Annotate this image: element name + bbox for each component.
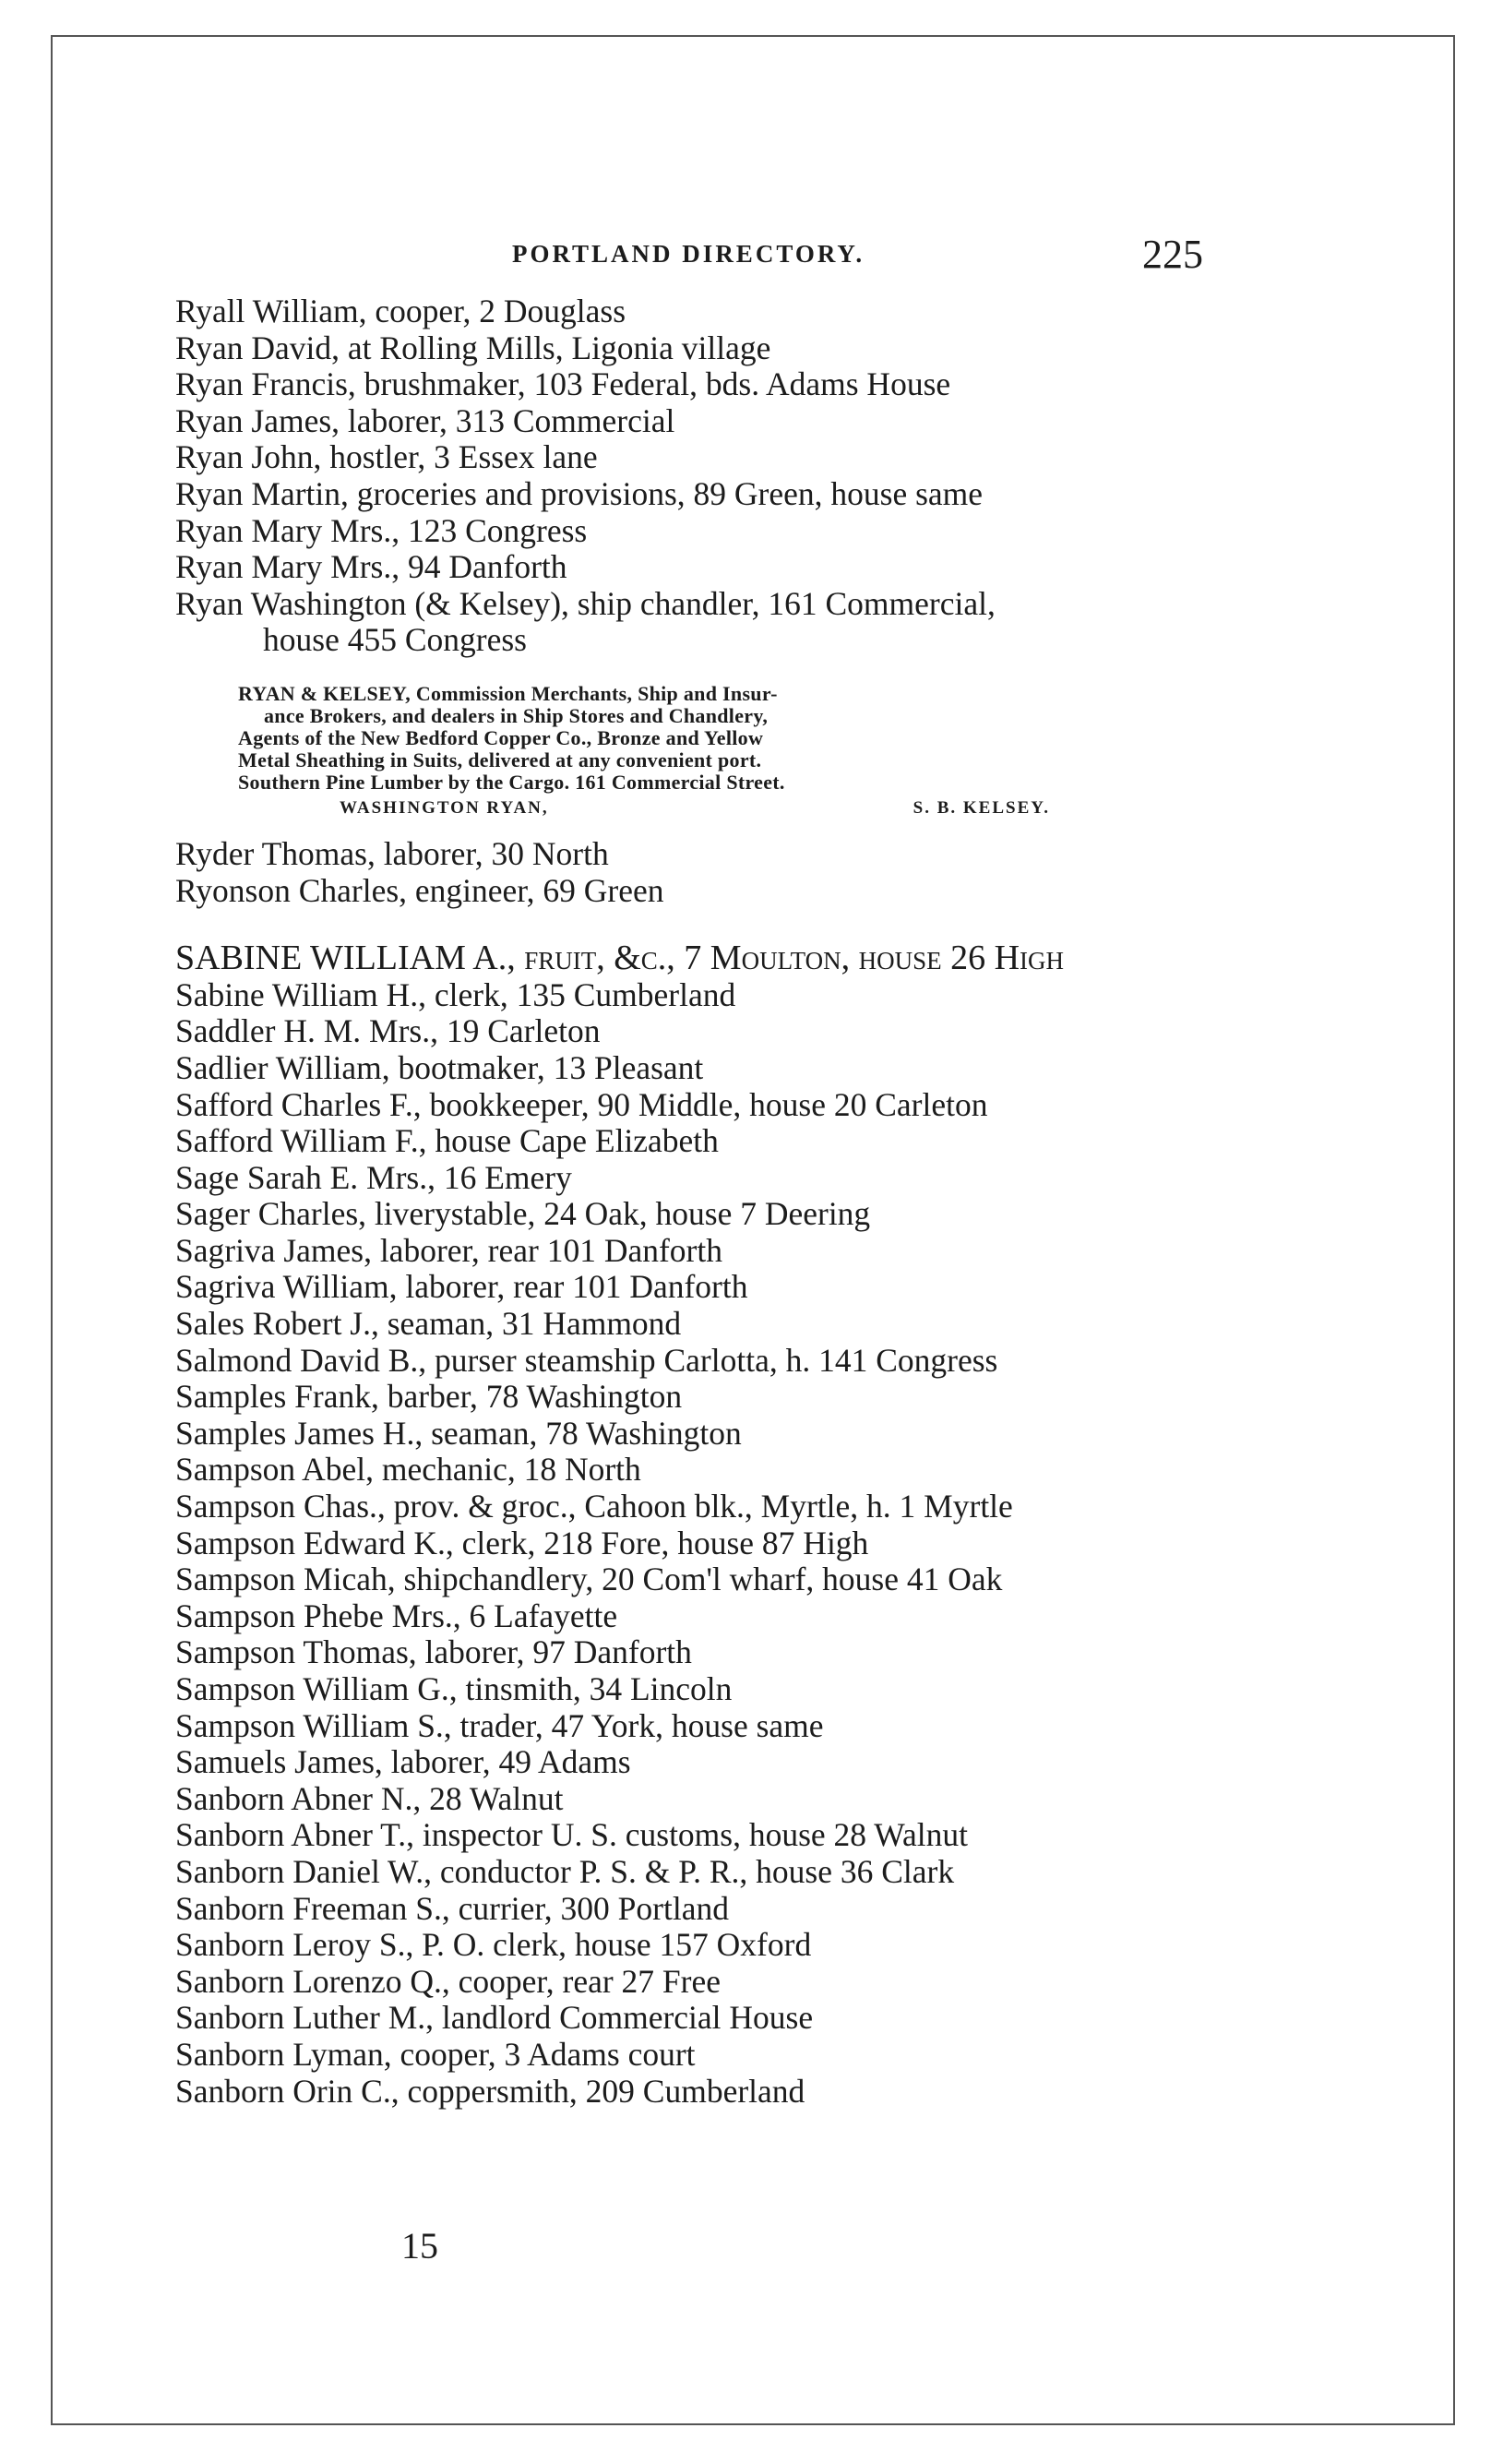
directory-entry: Sampson Chas., prov. & groc., Cahoon blk., Myrtle, h. 1 Myrtle (175, 1488, 1013, 1525)
running-head: PORTLAND DIRECTORY. (512, 240, 865, 268)
directory-entry: Sabine William H., clerk, 135 Cumberland (175, 975, 736, 1013)
directory-entry: Sanborn Orin C., coppersmith, 209 Cumberland (175, 2072, 805, 2110)
directory-entry: Sampson Phebe Mrs., 6 Lafayette (175, 1597, 618, 1634)
directory-entry: Sagriva William, laborer, rear 101 Danforth (175, 1268, 748, 1306)
directory-entry: Samuels James, laborer, 49 Adams (175, 1743, 631, 1781)
ad-line: Southern Pine Lumber by the Cargo. 161 Commercial Street. (238, 770, 785, 794)
page-number: 225 (1142, 232, 1203, 277)
ad-line: ance Brokers, and dealers in Ship Stores and Chandlery, (264, 703, 769, 727)
directory-entry: Sanborn Lorenzo Q., cooper, rear 27 Free (175, 1962, 722, 2000)
ad-partner-2: S. B. KELSEY. (913, 797, 1050, 818)
directory-entry: Sampson Abel, mechanic, 18 North (175, 1451, 641, 1489)
directory-entry: Sanborn Lyman, cooper, 3 Adams court (175, 2035, 696, 2073)
directory-entry: Samples Frank, barber, 78 Washington (175, 1378, 683, 1416)
directory-entry: Sanborn Leroy S., P. O. clerk, house 157 Oxford (175, 1926, 812, 1964)
directory-entry: Sanborn Freeman S., currier, 300 Portland (175, 1889, 729, 1927)
directory-entry: Sadlier William, bootmaker, 13 Pleasant (175, 1048, 704, 1086)
advertisement-block (238, 683, 1161, 819)
directory-entry: Sampson William G., tinsmith, 34 Lincoln (175, 1670, 733, 1707)
directory-entry: Safford Charles F., bookkeeper, 90 Middle, house 20 Carleton (175, 1085, 988, 1123)
ad-signatures (238, 794, 1161, 819)
directory-entry: Ryan Mary Mrs., 123 Congress (175, 511, 588, 549)
directory-entry: Sampson Edward K., clerk, 218 Fore, house 87 High (175, 1524, 869, 1561)
directory-entry: Ryan James, laborer, 313 Commercial (175, 401, 675, 439)
directory-entry: Ryan Francis, brushmaker, 103 Federal, bds. Adams House (175, 365, 951, 403)
ad-line: Metal Sheathing in Suits, delivered at any convenient port. (238, 748, 762, 771)
directory-entries (175, 293, 1227, 2110)
ad-partner-1: WASHINGTON RYAN, (340, 797, 549, 818)
directory-entry: Sage Sarah E. Mrs., 16 Emery (175, 1158, 572, 1196)
directory-entry: Ryder Thomas, laborer, 30 North (175, 834, 609, 872)
section-gap (175, 909, 1227, 940)
directory-entry: Ryan Washington (& Kelsey), ship chandler, 161 Commercial, (175, 584, 996, 622)
directory-entry: Safford William F., house Cape Elizabeth (175, 1122, 719, 1160)
directory-entry: Sanborn Daniel W., conductor P. S. & P. R., house 36 Clark (175, 1852, 955, 1890)
directory-entry: Ryan Mary Mrs., 94 Danforth (175, 548, 567, 586)
directory-entry: Sales Robert J., seaman, 31 Hammond (175, 1305, 682, 1343)
directory-entry: Samples James H., seaman, 78 Washington (175, 1414, 742, 1452)
directory-entry: Sampson William S., trader, 47 York, house same (175, 1706, 824, 1744)
directory-entry: Ryan Martin, groceries and provisions, 89 Green, house same (175, 474, 984, 512)
directory-entry: Saddler H. M. Mrs., 19 Carleton (175, 1012, 601, 1050)
directory-entry: Sampson Thomas, laborer, 97 Danforth (175, 1633, 692, 1671)
page-header (0, 231, 1503, 286)
directory-entry: Ryonson Charles, engineer, 69 Green (175, 871, 664, 909)
directory-entry: Sampson Micah, shipchandlery, 20 Com'l wharf, house 41 Oak (175, 1561, 1003, 1598)
directory-entry: Sanborn Abner N., 28 Walnut (175, 1779, 564, 1817)
directory-entry-continuation: house 455 Congress (263, 621, 527, 659)
directory-entry: Sanborn Abner T., inspector U. S. customs, house 28 Walnut (175, 1816, 968, 1854)
directory-entry: Ryall William, cooper, 2 Douglass (175, 293, 626, 329)
ad-line: RYAN & KELSEY, Commission Merchants, Ship and Insur- (238, 681, 778, 705)
directory-entry: Ryan John, hostler, 3 Essex lane (175, 438, 598, 476)
ad-line: Agents of the New Bedford Copper Co., Bronze and Yellow (238, 725, 764, 749)
section-lead-entry: SABINE WILLIAM A., fruit, &c., 7 Moulton, house 26 High (175, 939, 1065, 978)
directory-entry: Ryan David, at Rolling Mills, Ligonia village (175, 329, 771, 366)
directory-entry: Sanborn Luther M., landlord Commercial House (175, 1999, 814, 2037)
directory-entry: Sager Charles, liverystable, 24 Oak, house 7 Deering (175, 1195, 871, 1233)
printer-signature-mark: 15 (401, 2225, 438, 2267)
directory-entry: Salmond David B., purser steamship Carlotta, h. 141 Congress (175, 1341, 998, 1379)
directory-entry: Sagriva James, laborer, rear 101 Danforth (175, 1231, 722, 1269)
